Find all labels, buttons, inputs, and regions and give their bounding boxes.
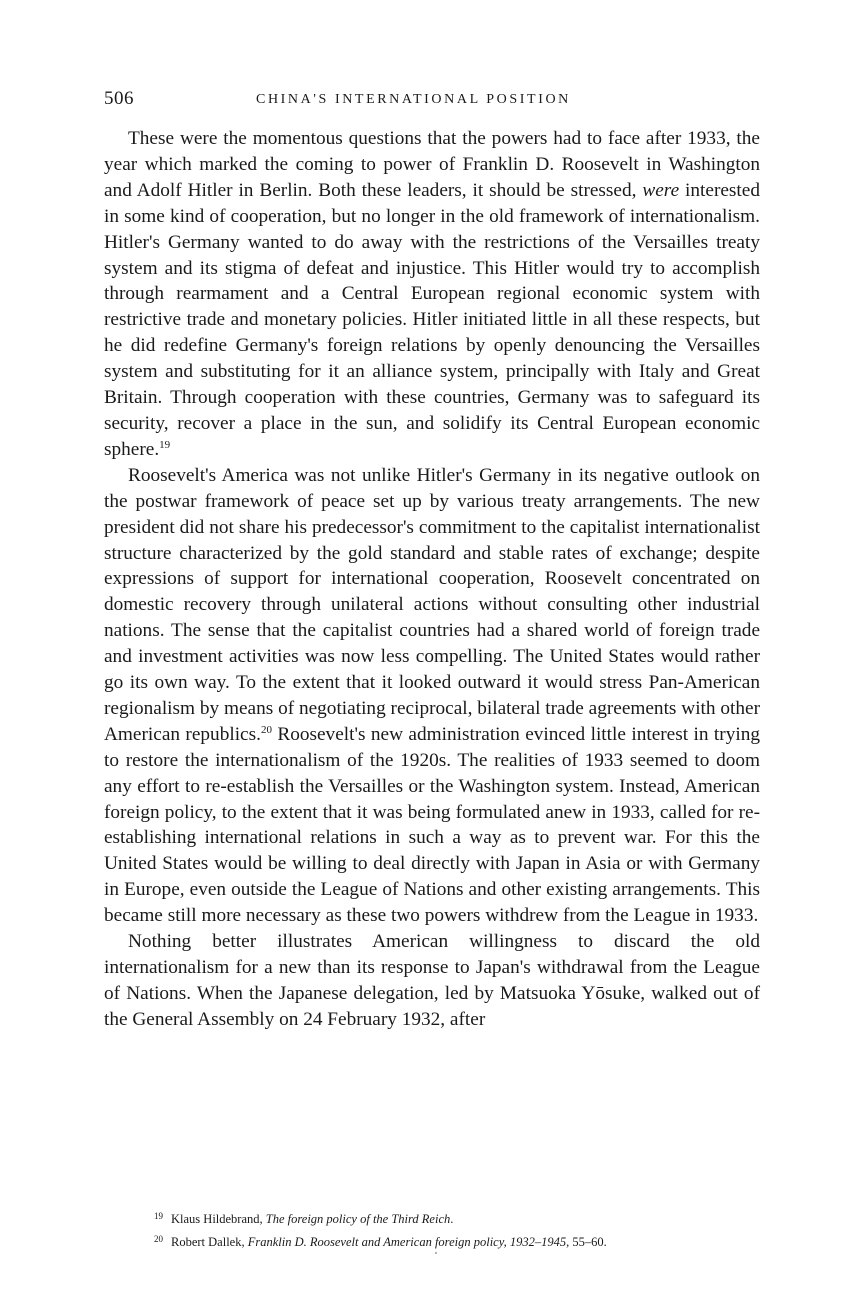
paragraph: [104, 929, 760, 1033]
footnote-number: 19: [154, 1211, 163, 1221]
body-text: [104, 126, 760, 1033]
paragraph-text: Roosevelt's new administration evinced little interest in trying to restore the internationalism of the 1920s. The realities of 1933 seemed to doom any effort to re-establish the Versailles or the Washington system. Instead, American foreign policy, to the extent that it was being formulated anew in 1933, called for re-establishing international relations in such a way as to prevent war. For this the United States would be willing to deal directly with Japan in Asia or with Germany in Europe, even outside the League of Nations and other existing arrangements. This became still more necessary as these two powers withdrew from the League in 1933.: [104, 723, 760, 927]
footnote-detail: .: [450, 1212, 454, 1226]
paragraph-text: interested in some kind of cooperation, but no longer in the old framework of internationalism. Hitler's Germany wanted to do away with the restrictions of the Versailles treaty system and its stigma of defeat and injustice. This Hitler would try to accomplish through rearmament and a Central European regional economic system with restrictive trade and monetary policies. Hitler initiated little in all these respects, but he did redefine Germany's foreign relations by openly denouncing the Versailles system and substituting for it an alliance system, principally with Italy and Great Britain. Through cooperation with these countries, Germany was to safeguard its security, recover a place in the sun, and solidify its Central European economic sphere.: [104, 179, 760, 460]
footnote-author: Robert Dallek,: [171, 1235, 248, 1249]
paragraph: [104, 126, 760, 463]
footnote-detail: , 55–60.: [566, 1235, 607, 1249]
footnote: [154, 1229, 774, 1252]
footnote: [154, 1206, 774, 1229]
footnote-reference: 19: [159, 438, 171, 451]
footnotes: [154, 1206, 774, 1252]
footnote-title: Franklin D. Roosevelt and American foreign policy, 1932–1945: [247, 1235, 567, 1249]
paragraph-text: These were the momentous questions that the powers had to face after 1933, the year which marked the coming to power of Franklin D. Roosevelt in Washington and Adolf Hitler in Berlin. Both these leaders, it should be stressed,: [104, 128, 760, 201]
page-mark: [435, 1252, 437, 1254]
footnote-author: Klaus Hildebrand,: [171, 1212, 266, 1226]
page-header: [104, 88, 760, 112]
footnote-title: The foreign policy of the Third Reich: [265, 1212, 451, 1226]
page-number: 506: [104, 88, 134, 109]
running-head: CHINA'S INTERNATIONAL POSITION: [256, 92, 571, 107]
emphasis-text: were: [642, 179, 680, 201]
footnote-reference: 20: [260, 723, 272, 736]
paragraph: [104, 463, 760, 929]
footnote-number: 20: [154, 1234, 163, 1244]
paragraph-text: Roosevelt's America was not unlike Hitler's Germany in its negative outlook on the postwar framework of peace set up by various treaty arrangements. The new president did not share his predecessor's commitment to the capitalist internationalist structure characterized by the gold standard and stable rates of exchange; despite expressions of support for international cooperation, Roosevelt concentrated on domestic recovery through unilateral actions without consulting other industrial nations. The sense that the capitalist countries had a shared world of foreign trade and investment activities was now less compelling. The United States would rather go its own way. To the extent that it looked outward it would stress Pan-American regionalism by means of negotiating reciprocal, bilateral trade agreements with other American republics.: [104, 464, 760, 745]
paragraph-text: Nothing better illustrates American willingness to discard the old internationalism for a new than its response to Japan's withdrawal from the League of Nations. When the Japanese delegation, led by Matsuoka Yōsuke, walked out of the General Assembly on 24 February 1932, after: [104, 931, 760, 1030]
